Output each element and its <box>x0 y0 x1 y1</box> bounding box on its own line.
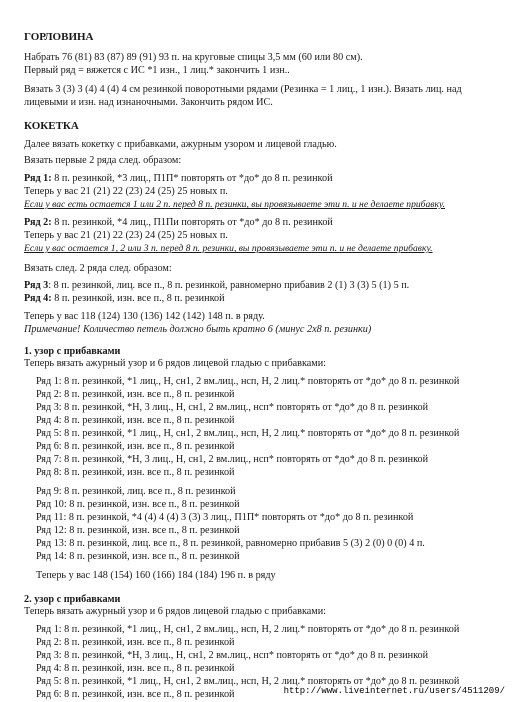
pattern-row: Ряд 2: 8 п. резинкой, изн. все п., 8 п. резинкой <box>36 637 235 648</box>
paragraph: Первый ряд = вяжется с ИС *1 изн., 1 лиц.* закончить 1 изн.. <box>24 65 290 76</box>
paragraph: Вязать след. 2 ряда след. образом: <box>24 263 172 274</box>
heading-pattern-1: 1. узор с прибавками <box>24 346 121 357</box>
row-instruction <box>24 293 225 306</box>
watermark: http://www.liveinternet.ru/users/4511209/ <box>283 686 505 697</box>
paragraph: Набрать 76 (81) 83 (87) 89 (91) 93 п. на круговые спицы 3,5 мм (60 или 80 см). <box>24 52 363 63</box>
row-instruction <box>24 217 333 230</box>
row-label: Ряд 1: <box>24 173 52 184</box>
pattern-row: Ряд 3: 8 п. резинкой, *Н, 3 лиц., Н, сн1, 2 вм.лиц., нсп* повторять от *до* до 8 п. резинкой <box>36 402 429 413</box>
pattern-row: Ряд 3: 8 п. резинкой, *Н, 3 лиц., Н, сн1, 2 вм.лиц., нсп* повторять от *до* до 8 п. резинкой <box>36 650 429 661</box>
paragraph: Теперь у вас 21 (21) 22 (23) 24 (25) 25 новых п. <box>24 186 228 197</box>
row-label: Ряд 2: <box>24 217 52 228</box>
pattern-row: Ряд 7: 8 п. резинкой, *Н, 3 лиц., Н, сн1, 2 вм.лиц., нсп* повторять от *до* до 8 п. резинкой <box>36 454 429 465</box>
row-label: Ряд 4: <box>24 293 52 304</box>
pattern-row: Ряд 6: 8 п. резинкой, изн. все п., 8 п. резинкой <box>36 441 235 452</box>
pattern-row: Ряд 12: 8 п. резинкой, изн. все п., 8 п. резинкой <box>36 525 240 536</box>
pattern-row: Ряд 2: 8 п. резинкой, изн. все п., 8 п. резинкой <box>36 389 235 400</box>
row-instruction <box>24 280 409 293</box>
pattern-row: Ряд 4: 8 п. резинкой, изн. все п., 8 п. резинкой <box>36 415 235 426</box>
note: Если у вас остается 1, 2 или 3 п. перед 8 п. резинки, вы провязываете эти п. и не делаете прибавку. <box>24 243 433 254</box>
pattern-row: Ряд 5: 8 п. резинкой, *1 лиц., Н, сн1, 2 вм.лиц., нсп, Н, 2 лиц.* повторять от *до* до 8 п. резинкой <box>36 428 460 439</box>
heading-pattern-2: 2. узор с прибавками <box>24 594 121 605</box>
paragraph: Далее вязать кокетку с прибавками, ажурным узором и лицевой гладью. <box>24 139 337 150</box>
pattern-row: Ряд 10: 8 п. резинкой, изн. все п., 8 п. резинкой <box>36 499 240 510</box>
pattern-row: Ряд 11: 8 п. резинкой, *4 (4) 4 (4) 3 (3) 3 лиц., П1П* повторять от *до* до 8 п. резинкой <box>36 512 414 523</box>
row-text: : 8 п. резинкой, лиц. все п., 8 п. резинкой, равномерно прибавив 2 (1) 3 (3) 5 (1) 5 п. <box>48 280 410 291</box>
heading-neckline: ГОРЛОВИНА <box>24 31 94 43</box>
paragraph: Теперь у вас 21 (21) 22 (23) 24 (25) 25 новых п. <box>24 230 228 241</box>
pattern-row: Ряд 4: 8 п. резинкой, изн. все п., 8 п. резинкой <box>36 663 235 674</box>
row-instruction <box>24 173 333 186</box>
pattern-row: Ряд 13: 8 п. резинкой, лиц. все п., 8 п. резинкой, равномерно прибавив 5 (3) 2 (0) 0 (0) 4 п. <box>36 538 425 549</box>
heading-yoke: КОКЕТКА <box>24 120 79 132</box>
paragraph: лицевыми и изн. над изнаночными. Закончить рядом ИС. <box>24 97 273 108</box>
pattern-row: Ряд 5: 8 п. резинкой, *1 лиц., Н, сн1, 2 вм.лиц., нсп, Н, 2 лиц.* повторять от *до* до 8 п. резинкой <box>36 676 460 687</box>
paragraph: Теперь у вас 118 (124) 130 (136) 142 (142) 148 п. в ряду. <box>24 311 265 322</box>
pattern-row: Ряд 1: 8 п. резинкой, *1 лиц., Н, сн1, 2 вм.лиц., нсп, Н, 2 лиц.* повторять от *до* до 8 п. резинкой <box>36 624 460 635</box>
paragraph: Вязать 3 (3) 3 (4) 4 (4) 4 см резинкой поворотными рядами (Резинка = 1 лиц., 1 изн.). Вязать лиц. над <box>24 84 462 95</box>
row-text: 8 п. резинкой, *3 лиц., П1П* повторять от *до* до 8 п. резинкой <box>51 173 333 184</box>
pattern-row: Ряд 6: 8 п. резинкой, изн. все п., 8 п. резинкой <box>36 689 235 700</box>
paragraph: Теперь вязать ажурный узор и 6 рядов лицевой гладью с прибавками: <box>24 358 327 369</box>
note: Примечание! Количество петель должно быть кратно 6 (минус 2x8 п. резинки) <box>24 324 372 335</box>
pattern-row: Ряд 8: 8 п. резинкой, изн. все п., 8 п. резинкой <box>36 467 235 478</box>
pattern-row: Ряд 14: 8 п. резинкой, изн. все п., 8 п. резинкой <box>36 551 240 562</box>
row-text: 8 п. резинкой, изн. все п., 8 п. резинкой <box>51 293 225 304</box>
paragraph: Вязать первые 2 ряда след. образом: <box>24 155 182 166</box>
row-label: Ряд 3 <box>24 280 49 291</box>
paragraph: Теперь у вас 148 (154) 160 (166) 184 (184) 196 п. в ряду <box>36 570 276 581</box>
pattern-row: Ряд 9: 8 п. резинкой, лиц. все п., 8 п. резинкой <box>36 486 236 497</box>
note: Если у вас есть остается 1 или 2 п. перед 8 п. резинки, вы провязываете эти п. и не делаете прибавку. <box>24 199 445 210</box>
paragraph: Теперь вязать ажурный узор и 6 рядов лицевой гладью с прибавками: <box>24 606 327 617</box>
pattern-row: Ряд 1: 8 п. резинкой, *1 лиц., Н, сн1, 2 вм.лиц., нсп, Н, 2 лиц.* повторять от *до* до 8 п. резинкой <box>36 376 460 387</box>
row-text: 8 п. резинкой, *4 лиц., П1Пи повторять от *до* до 8 п. резинкой <box>51 217 333 228</box>
